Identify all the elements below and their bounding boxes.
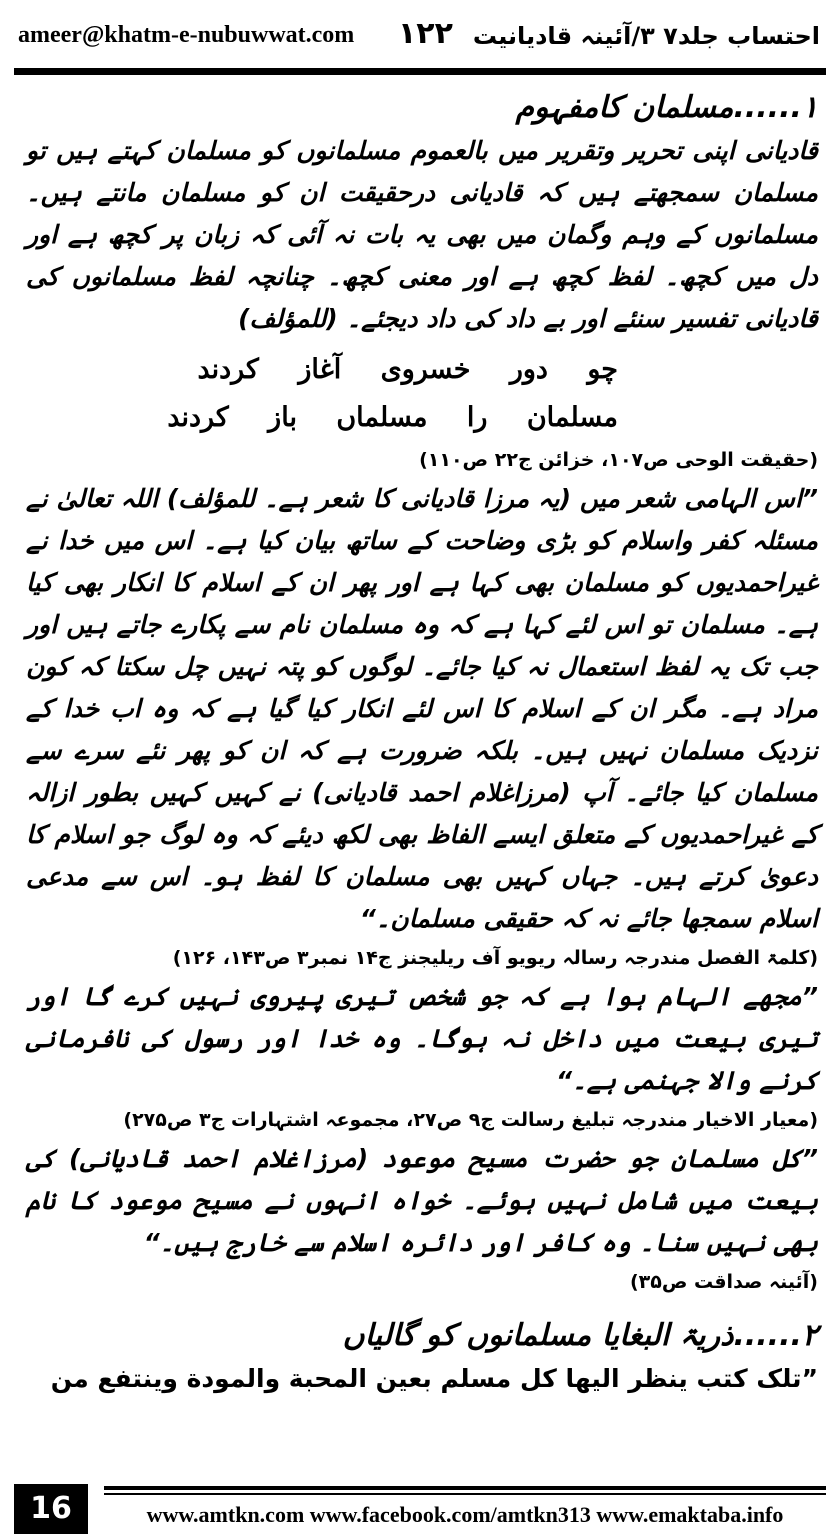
header-book-title: احتساب جلد۷ ۳/آئینہ قادیانیت (472, 22, 820, 50)
reference-2: (کلمۃ الفصل مندرجہ رسالہ ریویو آف ریلیجنز ج۱۴ نمبر۳ ص۱۴۳، ۱۲۶) (172, 947, 818, 969)
header-email: ameer@khatm-e-nubuwwat.com (18, 22, 355, 48)
poem-line-2: مسلمان را مسلماں باز کردند (167, 402, 618, 433)
footer-divider (104, 1486, 826, 1490)
intro-paragraph: قادیانی اپنی تحریر وتقریر میں بالعموم مسلمانوں کو مسلمان کہتے ہیں تو مسلمان سمجھتے ہیں کہ قادیانی درحقیقت ان کو مسلمان مانتے ہیں۔ مسلمانوں کے وہم وگمان میں بھی یہ بات نہ آئی کہ زبان پر کچھ ہے اور دل میں کچھ۔ لفظ کچھ ہے اور معنی کچھ۔ چنانچہ لفظ مسلمانوں کی قادیانی تفسیر سنئے اور بے داد کی داد دیجئے۔ (للمؤلف) (26, 136, 818, 333)
arabic-quote: ”تلک كتب ينظر اليها كل مسلم بعين المحبة والمودة وينتفع من (50, 1364, 818, 1393)
section-heading-1: ۱......مسلمان کامفہوم (515, 90, 818, 125)
footer-divider-thin (104, 1493, 826, 1495)
reference-1: (حقیقت الوحی ص۱۰۷، خزائن ج۲۲ ص۱۱۰) (419, 449, 818, 471)
header-divider (14, 68, 826, 75)
footer-page-number: 16 (14, 1484, 88, 1534)
header-page-number: ۱۲۲ (398, 16, 453, 51)
section-heading-2: ۲......ذریۃ البغایا مسلمانوں کو گالیاں (342, 1318, 818, 1353)
footer-links: www.amtkn.com www.facebook.com/amtkn313 www.emaktaba.info (146, 1502, 784, 1527)
page-body (26, 86, 818, 1400)
quote-paragraph-1: ”اس الہامی شعر میں (یہ مرزا قادیانی کا شعر ہے۔ للمؤلف) اللہ تعالیٰ نے مسئلہ کفر واسلام کو بڑی وضاحت کے ساتھ بیان کیا ہے۔ اس میں خدا نے غیراحمدیوں کو مسلمان بھی کہا ہے اور پھر ان کے اسلام کا انکار بھی کیا ہے۔ مسلمان تو اس لئے کہا ہے کہ وہ مسلمان نام سے پکارے جاتے ہیں اور جب تک یہ لفظ استعمال نہ کیا جائے۔ لوگوں کو پتہ نہیں چل سکتا کہ کون مراد ہے۔ مگر ان کے اسلام کا اس لئے انکار کیا گیا ہے کہ وہ اب خدا کے نزدیک مسلمان نہیں ہیں۔ بلکہ ضرورت ہے کہ ان کو پھر نئے سرے سے مسلمان کیا جائے۔ آپ (مرزاغلام احمد قادیانی) نے کہیں کہیں بطور ازالہ کے غیراحمدیوں کے متعلق ایسے الفاظ بھی لکھ دیئے کہ وہ لوگ جو اسلام کا دعویٰ کرتے ہیں۔ جہاں کہیں بھی مسلمان کا لفظ ہو۔ اس سے مدعی اسلام سمجھا جائے نہ کہ حقیقی مسلمان۔“ (26, 484, 818, 933)
reference-4: (آئینہ صداقت ص۳۵) (629, 1271, 818, 1293)
quote-paragraph-3: ”کل مسلمان جو حضرت مسیح موعود (مرزاغلام احمد قادیانی) کی بیعت میں شامل نہیں ہوئے۔ خواہ انہوں نے مسیح موعود کا نام بھی نہیں سنا۔ وہ کافر اور دائرہ اسلام سے خارج ہیں۔“ (26, 1144, 818, 1257)
quote-paragraph-2: ”مجھے الہام ہوا ہے کہ جو شخص تیری پیروی نہیں کرے گا اور تیری بیعت میں داخل نہ ہوگا۔ وہ خدا اور رسول کی نافرمانی کرنے والا جہنمی ہے۔“ (26, 982, 818, 1095)
poem-line-1: چو دور خسروی آغاز کردند (197, 354, 618, 385)
reference-3: (معیار الاخیار مندرجہ تبلیغ رسالت ج۹ ص۲۷، مجموعہ اشتہارات ج۳ ص۲۷۵) (123, 1109, 818, 1131)
